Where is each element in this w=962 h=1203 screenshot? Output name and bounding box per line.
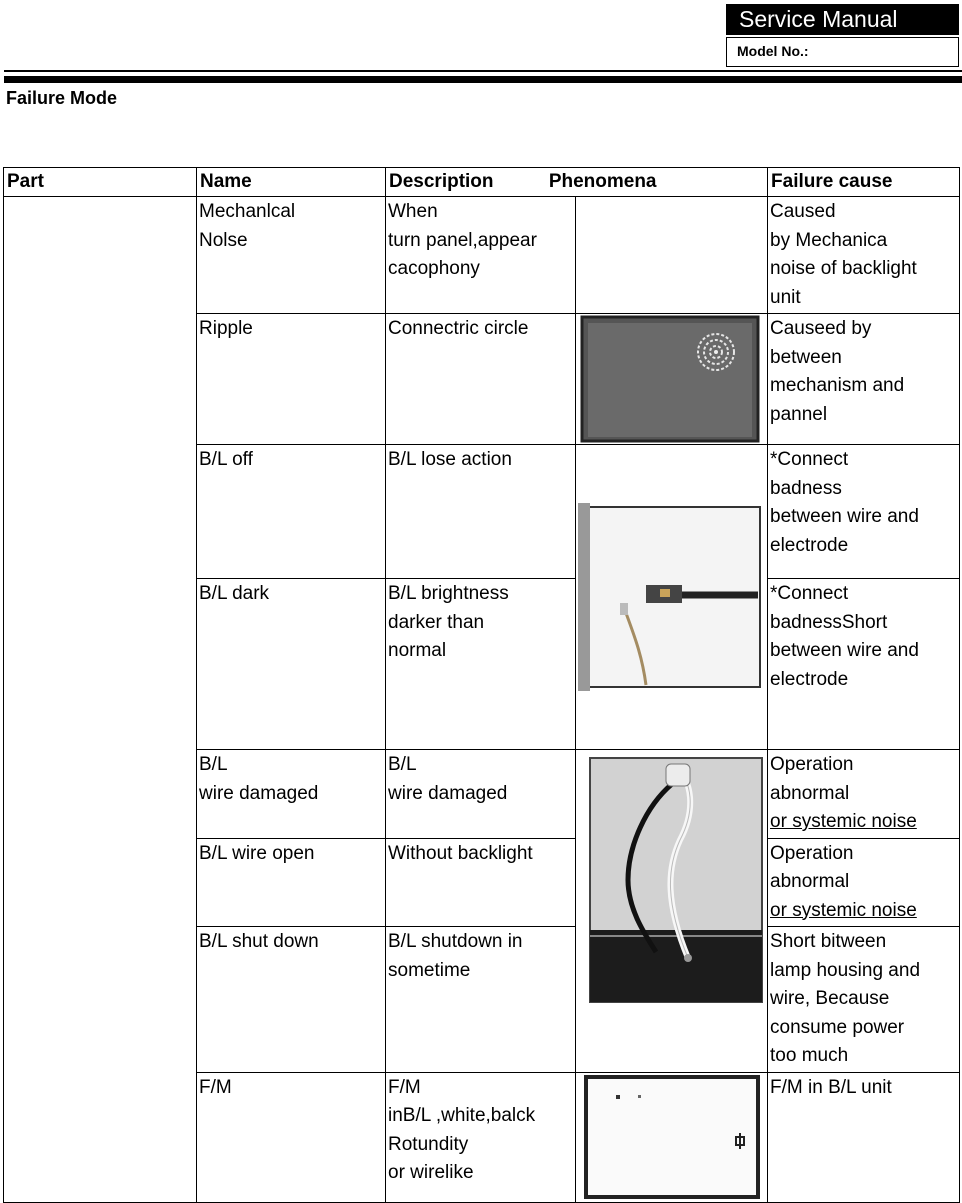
foreign-material-panel-photo bbox=[576, 1073, 766, 1201]
table-row bbox=[4, 197, 960, 314]
cause-cell: F/M in B/L unit bbox=[768, 1072, 960, 1202]
description-cell: B/L brightness darker than normal bbox=[386, 579, 576, 750]
cause-line: Operation bbox=[770, 754, 854, 775]
name-cell: B/L wire damaged bbox=[197, 750, 386, 839]
name-cell: B/L off bbox=[197, 445, 386, 579]
description-cell: When turn panel,appear cacophony bbox=[386, 197, 576, 314]
description-cell: B/L lose action bbox=[386, 445, 576, 579]
col-header-part: Part bbox=[4, 168, 197, 197]
cause-cell: Short bitween lamp housing and wire, Because consume power too much bbox=[768, 927, 960, 1073]
cause-line: abnormal bbox=[770, 782, 850, 804]
cause-cell: *Connect badness between wire and electrode bbox=[768, 445, 960, 579]
model-number-label: Model No.: bbox=[726, 37, 959, 67]
cause-cell: Causeed by between mechanism and pannel bbox=[768, 314, 960, 445]
description-cell: B/L shutdown in sometime bbox=[386, 927, 576, 1073]
description-cell: Without backlight bbox=[386, 838, 576, 927]
col-header-description bbox=[386, 168, 768, 197]
wire-electrode-photo bbox=[576, 445, 766, 745]
cause-underlined-line: or systemic noise bbox=[770, 899, 917, 921]
description-cell: Connectric circle bbox=[386, 314, 576, 445]
section-title: Failure Mode bbox=[6, 88, 118, 108]
name-cell: Mechanlcal Nolse bbox=[197, 197, 386, 314]
phenomena-cell bbox=[576, 197, 768, 314]
table-header-row bbox=[4, 168, 960, 197]
phenomena-cell bbox=[576, 750, 768, 1073]
damaged-wire-photo bbox=[576, 750, 766, 1050]
cause-underlined-line: or systemic noise bbox=[770, 811, 917, 832]
cause-cell bbox=[768, 750, 960, 839]
cause-cell: *Connect badnessShort between wire and electrode bbox=[768, 579, 960, 750]
failure-mode-table bbox=[3, 167, 960, 1203]
part-cell bbox=[4, 197, 197, 1203]
description-cell: F/M inB/L ,white,balck Rotundity or wirelike bbox=[386, 1072, 576, 1202]
name-cell: B/L shut down bbox=[197, 927, 386, 1073]
col-header-name: Name bbox=[197, 168, 386, 197]
name-cell: Ripple bbox=[197, 314, 386, 445]
cause-line: abnormal bbox=[770, 871, 850, 892]
cause-cell bbox=[768, 838, 960, 927]
phenomena-cell bbox=[576, 445, 768, 750]
name-cell: B/L wire open bbox=[197, 838, 386, 927]
col-header-description-text: Description bbox=[389, 171, 494, 192]
phenomena-cell bbox=[576, 314, 768, 445]
manual-title: Service Manual bbox=[726, 4, 959, 35]
cause-line: Operation bbox=[770, 842, 854, 864]
header-rule-thick bbox=[4, 76, 962, 83]
phenomena-cell bbox=[576, 1072, 768, 1202]
header-rule-thin bbox=[4, 70, 962, 72]
cause-cell: Caused by Mechanica noise of backlight unit bbox=[768, 197, 960, 314]
col-header-failure-cause: Failure cause bbox=[768, 168, 960, 197]
description-cell: B/L wire damaged bbox=[386, 750, 576, 839]
name-cell: B/L dark bbox=[197, 579, 386, 750]
name-cell: F/M bbox=[197, 1072, 386, 1202]
ripple-panel-photo bbox=[576, 314, 766, 444]
col-header-phenomena: Phenomena bbox=[548, 171, 657, 192]
